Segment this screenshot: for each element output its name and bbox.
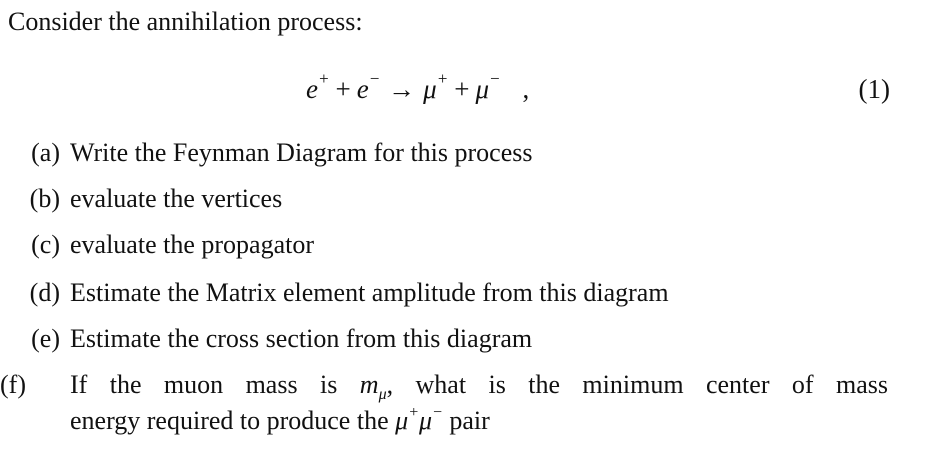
part-f-line-1: If the muon mass is $m_\mu$, what is the minimum center of mass: [70, 370, 888, 404]
part-e-text: Estimate the cross section from this diagram: [70, 324, 533, 353]
part-a: [31, 136, 533, 170]
eq-electron-minus: e−: [356, 69, 381, 104]
part-d-label: (d): [29, 278, 60, 307]
eq-electron-plus: e+: [306, 69, 330, 104]
muon-mass-symbol: $m_\mu$: [359, 370, 387, 404]
part-c: [31, 228, 314, 262]
part-c-label: (c): [31, 230, 60, 259]
part-a-text: Write the Feynman Diagram for this process: [70, 138, 533, 167]
eq-plus-1: +: [335, 74, 351, 104]
part-f-label: (f): [0, 370, 26, 399]
part-d: [29, 276, 669, 310]
annihilation-equation: [306, 69, 530, 106]
part-d-text: Estimate the Matrix element amplitude from this diagram: [70, 278, 669, 307]
part-b: [29, 182, 283, 216]
part-a-label: (a): [31, 138, 60, 167]
part-e-label: (e): [31, 324, 60, 353]
part-c-text: evaluate the propagator: [70, 230, 314, 259]
eq-comma: ,: [522, 74, 530, 104]
part-f: [0, 368, 890, 438]
intro-text: Consider the annihilation process:: [8, 7, 363, 36]
eq-muon-minus: μ−: [475, 69, 501, 104]
muon-pair-symbol: μ+μ−: [395, 404, 443, 435]
part-f-line-2: energy required to produce the μ+μ− pair: [70, 404, 490, 435]
eq-muon-plus: μ+: [423, 69, 449, 104]
eq-plus-2: +: [454, 74, 470, 104]
part-e: [31, 322, 533, 356]
part-b-label: (b): [29, 184, 60, 213]
part-b-text: evaluate the vertices: [70, 184, 283, 213]
eq-arrow: →: [388, 74, 416, 104]
equation-number: (1): [858, 74, 890, 104]
